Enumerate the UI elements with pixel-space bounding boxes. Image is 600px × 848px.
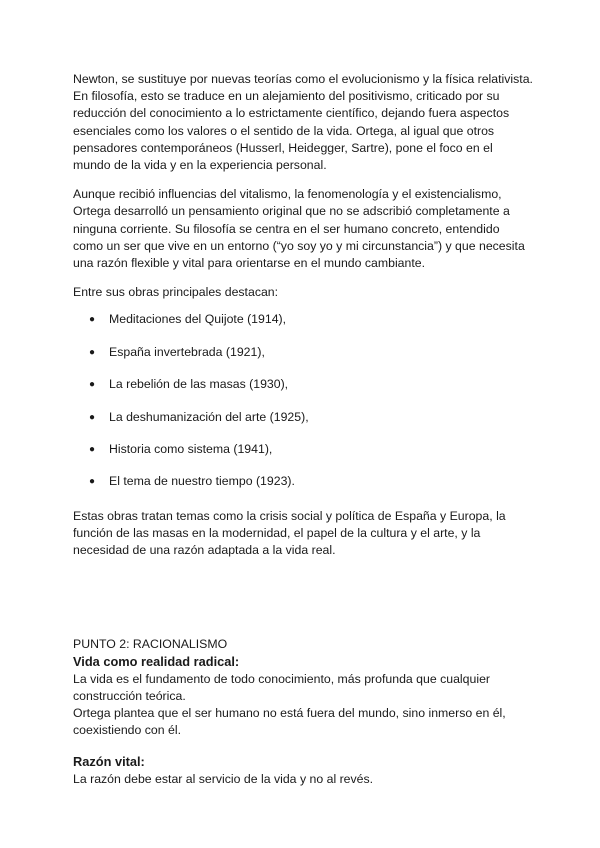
bullet-icon: ● [89, 411, 96, 423]
list-item [73, 409, 533, 426]
bullet-icon: ● [89, 476, 96, 488]
vida-text-2: Ortega plantea que el ser humano no está fuera del mundo, sino inmerso en él, coexistiendo con él. [73, 705, 506, 738]
paragraph-themes: Estas obras tratan temas como la crisis social y política de España y Europa, la función de las masas en la modernidad, el papel de la cultura y el arte, y la necesidad de una razón adaptada a la vida real. [73, 508, 506, 557]
work-title: Meditaciones del Quijote (1914), [109, 312, 287, 327]
bullet-icon: ● [89, 314, 96, 326]
page-content [73, 71, 533, 788]
vida-heading: Vida como realidad radical: [73, 654, 240, 670]
bullet-icon: ● [89, 346, 96, 358]
work-title: España invertebrada (1921), [109, 344, 265, 359]
vida-text-1: La vida es el fundamento de todo conocimiento, más profunda que cualquier construcción teórica. [73, 671, 491, 703]
work-title: El tema de nuestro tiempo (1923). [109, 474, 295, 489]
paragraph-works-intro: Entre sus obras principales destacan: [73, 285, 279, 300]
list-item [73, 311, 533, 328]
bullet-icon: ● [89, 443, 96, 455]
razon-text: La razón debe estar al servicio de la vida y no al revés. [73, 771, 374, 786]
bullet-icon: ● [89, 379, 96, 391]
list-item [73, 376, 533, 393]
work-title: Historia como sistema (1941), [109, 441, 273, 456]
paragraph-originality: Aunque recibió influencias del vitalismo, la fenomenología y el existencialismo, Ortega desarrolló un pensamiento original que no se adscribió completamente a ninguna corriente. Su filosofía se centra en el ser humano concreto, entendido como un ser que vive en un entorno (“yo soy yo y mi circunstancia”) y que necesita una razón flexible y vital para orientarse en el mundo cambiante. [73, 187, 525, 271]
works-list [73, 311, 533, 490]
paragraph-context: Newton, se sustituye por nuevas teorías como el evolucionismo y la física relativista. En filosofía, esto se traduce en un alejamiento del positivismo, criticado por su reducción del conocimiento a lo estrictamente científico, dejando fuera aspectos esenciales como los valores o el sentido de la vida. Ortega, al igual que otros pensadores contemporáneos (Husserl, Heidegger, Sartre), pone el foco en el mundo de la vida y en la experiencia personal. [73, 72, 533, 173]
work-title: La rebelión de las masas (1930), [109, 377, 289, 392]
list-item [73, 441, 533, 458]
work-title: La deshumanización del arte (1925), [109, 409, 309, 424]
list-item [73, 344, 533, 361]
section-title: PUNTO 2: RACIONALISMO [73, 637, 228, 652]
razon-heading: Razón vital: [73, 754, 145, 770]
list-item [73, 473, 533, 490]
